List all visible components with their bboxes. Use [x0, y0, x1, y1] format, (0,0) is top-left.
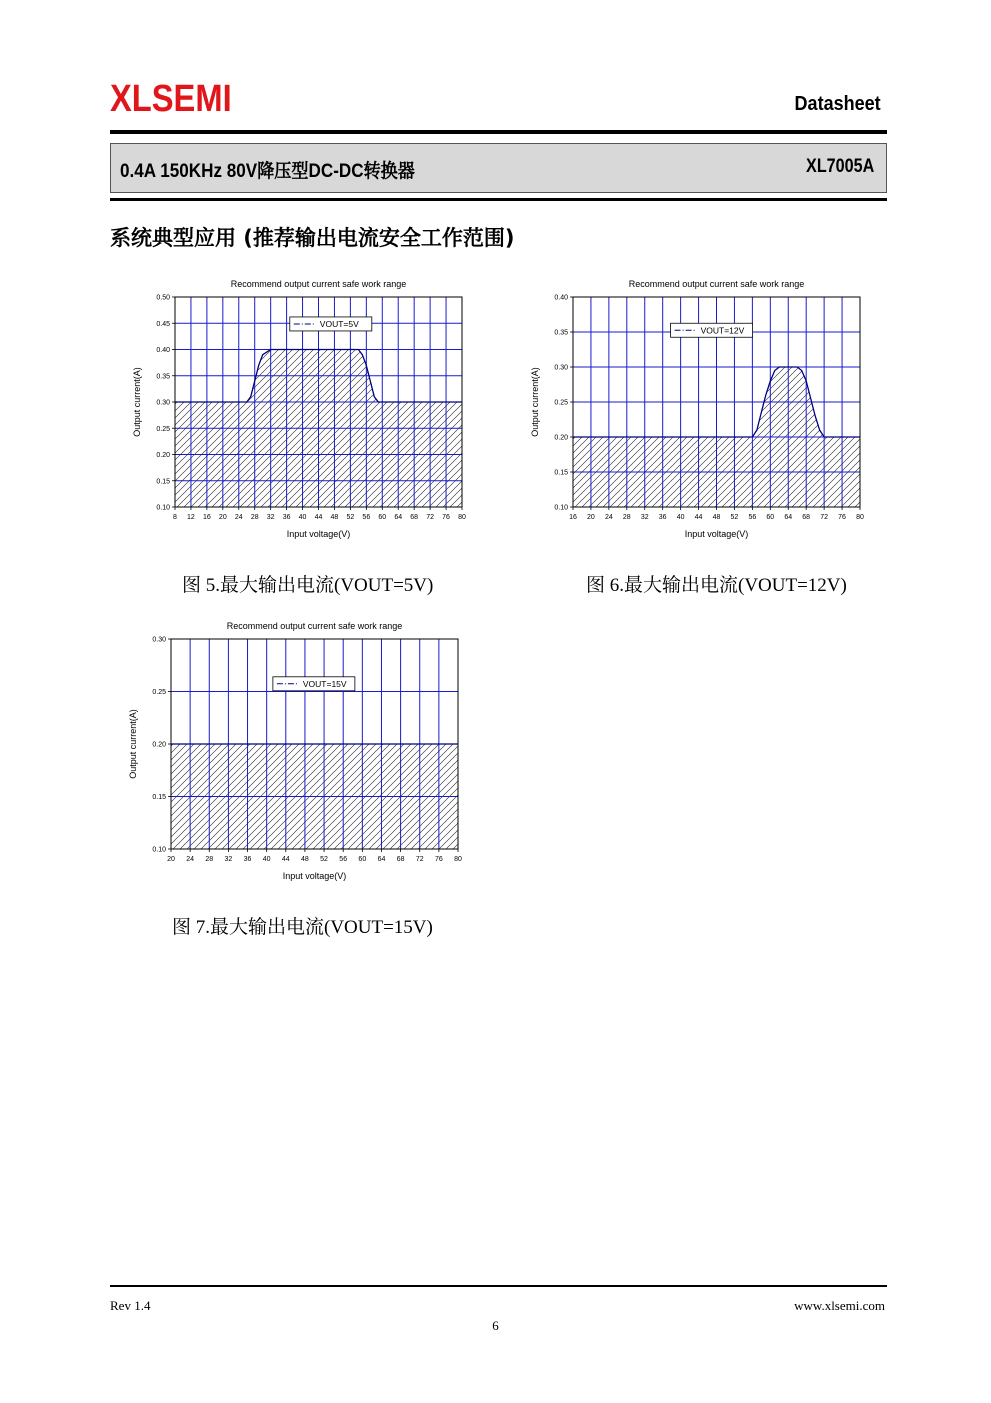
y-tick-label: 0.20 — [156, 452, 170, 459]
x-tick-label: 24 — [186, 856, 195, 863]
x-axis-label: Input voltage(V) — [282, 871, 347, 881]
x-tick-label: 72 — [426, 514, 435, 521]
x-tick-label: 36 — [658, 514, 667, 521]
x-tick-label: 20 — [587, 514, 595, 521]
y-tick-label: 0.40 — [554, 294, 568, 302]
section-title: 系统典型应用 (推荐输出电流安全工作范围) — [110, 226, 515, 250]
y-tick-label: 0.20 — [152, 741, 166, 749]
x-tick-label: 52 — [730, 514, 739, 521]
x-tick-label: 60 — [766, 514, 775, 521]
y-tick-label: 0.10 — [152, 846, 166, 854]
x-tick-label: 32 — [640, 514, 649, 521]
footer-rule — [110, 1285, 887, 1287]
x-tick-label: 48 — [301, 856, 309, 863]
y-tick-label: 0.50 — [156, 294, 170, 302]
chart-title: Recommend output current safe work range — [628, 279, 805, 289]
x-tick-label: 80 — [856, 514, 864, 521]
chart-vout-5v — [120, 270, 500, 560]
x-tick-label: 44 — [281, 856, 290, 863]
y-tick-label: 0.15 — [152, 794, 166, 801]
x-tick-label: 56 — [748, 514, 757, 521]
x-tick-label: 60 — [378, 514, 387, 521]
x-tick-label: 64 — [394, 514, 403, 521]
x-tick-label: 8 — [173, 514, 177, 521]
x-tick-label: 52 — [320, 856, 328, 863]
doc-type-label: Datasheet — [794, 93, 881, 115]
y-tick-label: 0.45 — [156, 320, 170, 328]
caption-fig7: 图 7.最大输出电流(VOUT=15V) — [172, 917, 433, 938]
x-tick-label: 40 — [676, 514, 685, 521]
x-tick-label: 36 — [243, 856, 252, 863]
y-tick-label: 0.25 — [554, 399, 568, 407]
x-tick-label: 40 — [262, 856, 271, 863]
x-tick-label: 24 — [604, 514, 613, 521]
x-tick-label: 76 — [442, 514, 450, 521]
x-tick-label: 32 — [266, 514, 275, 521]
x-tick-label: 48 — [330, 514, 339, 521]
y-axis-label: Output current(A) — [128, 709, 138, 779]
caption-fig6: 图 6.最大输出电流(VOUT=12V) — [586, 575, 847, 596]
x-tick-label: 48 — [712, 514, 721, 521]
y-tick-label: 0.25 — [152, 689, 166, 696]
chart-title: Recommend output current safe work range — [230, 279, 407, 289]
x-tick-label: 56 — [339, 856, 348, 863]
x-tick-label: 28 — [250, 514, 259, 521]
x-tick-label: 36 — [282, 514, 291, 521]
x-tick-label: 28 — [205, 856, 214, 863]
y-tick-label: 0.30 — [554, 364, 568, 372]
part-number: XL7005A — [805, 156, 874, 177]
title-bar — [110, 143, 887, 193]
x-tick-label: 24 — [234, 514, 243, 521]
x-tick-label: 68 — [802, 514, 811, 521]
x-tick-label: 68 — [396, 856, 405, 863]
y-tick-label: 0.30 — [152, 636, 166, 644]
company-logo: XLSEMI — [110, 78, 232, 120]
x-axis-label: Input voltage(V) — [286, 529, 351, 539]
x-tick-label: 68 — [410, 514, 419, 521]
y-tick-label: 0.25 — [156, 425, 170, 433]
x-tick-label: 80 — [454, 856, 462, 863]
x-tick-label: 64 — [784, 514, 793, 521]
product-title: 0.4A 150KHz 80V降压型DC-DC转换器 — [120, 161, 415, 182]
x-tick-label: 80 — [458, 514, 466, 521]
chart-vout-12v — [518, 270, 898, 560]
x-tick-label: 20 — [218, 514, 227, 521]
y-axis-label: Output current(A) — [530, 367, 540, 437]
legend-label: VOUT=12V — [700, 325, 745, 336]
x-tick-label: 76 — [838, 514, 846, 521]
y-tick-label: 0.15 — [156, 478, 170, 486]
y-tick-label: 0.10 — [554, 504, 568, 512]
x-tick-label: 60 — [358, 856, 367, 863]
chart-title: Recommend output current safe work range — [226, 621, 403, 631]
y-axis-label: Output current(A) — [132, 367, 142, 437]
x-tick-label: 32 — [224, 856, 233, 863]
x-tick-label: 76 — [434, 856, 443, 863]
y-tick-label: 0.10 — [156, 504, 170, 512]
y-tick-label: 0.30 — [156, 399, 170, 407]
title-rule — [110, 198, 887, 201]
x-tick-label: 72 — [415, 856, 424, 863]
x-tick-label: 56 — [362, 514, 371, 521]
y-tick-label: 0.15 — [554, 469, 568, 477]
legend-label: VOUT=15V — [302, 678, 347, 689]
y-tick-label: 0.20 — [554, 434, 568, 442]
x-tick-label: 44 — [694, 514, 703, 521]
x-tick-label: 72 — [820, 514, 829, 521]
page-number: 6 — [492, 1318, 499, 1333]
x-tick-label: 20 — [167, 856, 175, 863]
legend-label: VOUT=5V — [319, 318, 359, 329]
x-tick-label: 40 — [298, 514, 307, 521]
x-tick-label: 28 — [622, 514, 631, 521]
x-tick-label: 12 — [187, 514, 195, 521]
website-label: www.xlsemi.com — [794, 1298, 885, 1313]
y-tick-label: 0.40 — [156, 347, 170, 354]
x-tick-label: 16 — [202, 514, 211, 521]
x-tick-label: 16 — [569, 514, 577, 521]
x-tick-label: 64 — [377, 856, 386, 863]
x-tick-label: 44 — [314, 514, 323, 521]
revision-label: Rev 1.4 — [110, 1298, 151, 1313]
caption-fig5: 图 5.最大输出电流(VOUT=5V) — [182, 575, 434, 596]
x-tick-label: 52 — [346, 514, 355, 521]
header-rule — [110, 130, 887, 134]
y-tick-label: 0.35 — [554, 329, 568, 337]
chart-vout-15v — [116, 612, 496, 902]
y-tick-label: 0.35 — [156, 373, 170, 381]
x-axis-label: Input voltage(V) — [684, 529, 749, 539]
